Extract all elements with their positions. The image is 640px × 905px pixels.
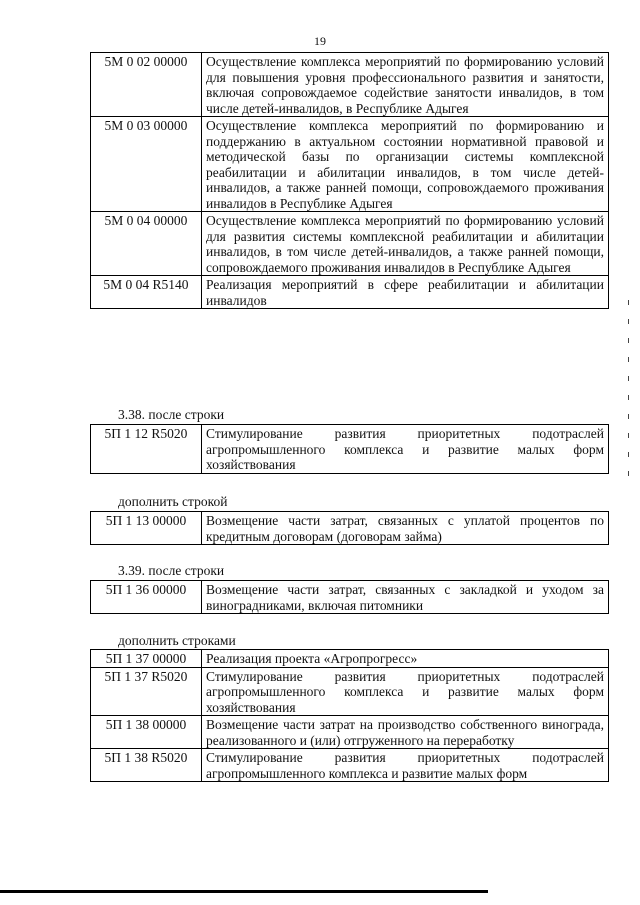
- row-description: Возмещение части затрат на производство собственного винограда, реализованного и (или) отгруженного на переработку: [202, 716, 609, 749]
- bottom-rule: [0, 890, 488, 893]
- table-row: [91, 749, 609, 782]
- row-code: 5П 1 12 R5020: [91, 425, 202, 474]
- row-code: 5П 1 37 R5020: [91, 667, 202, 716]
- row-description: Реализация мероприятий в сфере реабилитации и абилитации инвалидов: [202, 276, 609, 309]
- row-code: 5М 0 03 00000: [91, 117, 202, 212]
- row-description: Стимулирование развития приоритетных подотраслей агропромышленного комплекса и развитие малых форм хозяйствования: [202, 425, 609, 474]
- code-table-after-row-3-38: [90, 424, 609, 474]
- code-table-added-rows: [90, 649, 609, 782]
- instruction-add-row: дополнить строкой: [118, 494, 228, 509]
- table-row: [91, 716, 609, 749]
- code-table-after-row-3-39: [90, 580, 609, 614]
- row-code: 5М 0 04 00000: [91, 212, 202, 276]
- table-row: [91, 53, 609, 117]
- table-row: [91, 512, 609, 545]
- row-description: Стимулирование развития приоритетных подотраслей агропромышленного комплекса и развитие малых форм: [202, 749, 609, 782]
- instruction-3-39: 3.39. после строки: [118, 563, 225, 578]
- code-table-disability: [90, 52, 609, 309]
- scan-margin-marks: [628, 300, 630, 500]
- row-code: 5П 1 36 00000: [91, 581, 202, 614]
- table-row: [91, 212, 609, 276]
- row-code: 5П 1 37 00000: [91, 650, 202, 668]
- row-description: Реализация проекта «Агропрогресс»: [202, 650, 609, 668]
- row-description: Осуществление комплекса мероприятий по формированию условий для развития системы комплексной реабилитации и абилитации инвалидов, в том числе детей-инвалидов, а также ранней помощи, сопровождаемого проживания инвалидов в Республике Адыгея: [202, 212, 609, 276]
- row-code: 5П 1 38 R5020: [91, 749, 202, 782]
- instruction-3-38: 3.38. после строки: [118, 407, 225, 422]
- table-row: [91, 117, 609, 212]
- row-description: Возмещение части затрат, связанных с уплатой процентов по кредитным договорам (договорам займа): [202, 512, 609, 545]
- row-description: Стимулирование развития приоритетных подотраслей агропромышленного комплекса и развитие малых форм хозяйствования: [202, 667, 609, 716]
- row-description: Осуществление комплекса мероприятий по формированию условий для повышения уровня профессионального развития и занятости, включая сопровождаемое содействие занятости инвалидов, в том числе детей-инвалидов, в Республике Адыгея: [202, 53, 609, 117]
- code-table-added-row: [90, 511, 609, 545]
- row-code: 5П 1 38 00000: [91, 716, 202, 749]
- table-row: [91, 650, 609, 668]
- instruction-add-rows: дополнить строками: [118, 633, 236, 648]
- table-row: [91, 276, 609, 309]
- row-code: 5М 0 02 00000: [91, 53, 202, 117]
- row-description: Возмещение части затрат, связанных с закладкой и уходом за виноградниками, включая питомники: [202, 581, 609, 614]
- row-description: Осуществление комплекса мероприятий по формированию и поддержанию в актуальном состоянии нормативной правовой и методической базы по организации системы комплексной реабилитации и абилитации инвалидов, в том числе детей-инвалидов, а также ранней помощи, сопровождаемого проживания инвалидов в Республике Адыгея: [202, 117, 609, 212]
- table-row: [91, 581, 609, 614]
- row-code: 5М 0 04 R5140: [91, 276, 202, 309]
- table-row: [91, 667, 609, 716]
- table-row: [91, 425, 609, 474]
- row-code: 5П 1 13 00000: [91, 512, 202, 545]
- page-number: 19: [314, 34, 326, 48]
